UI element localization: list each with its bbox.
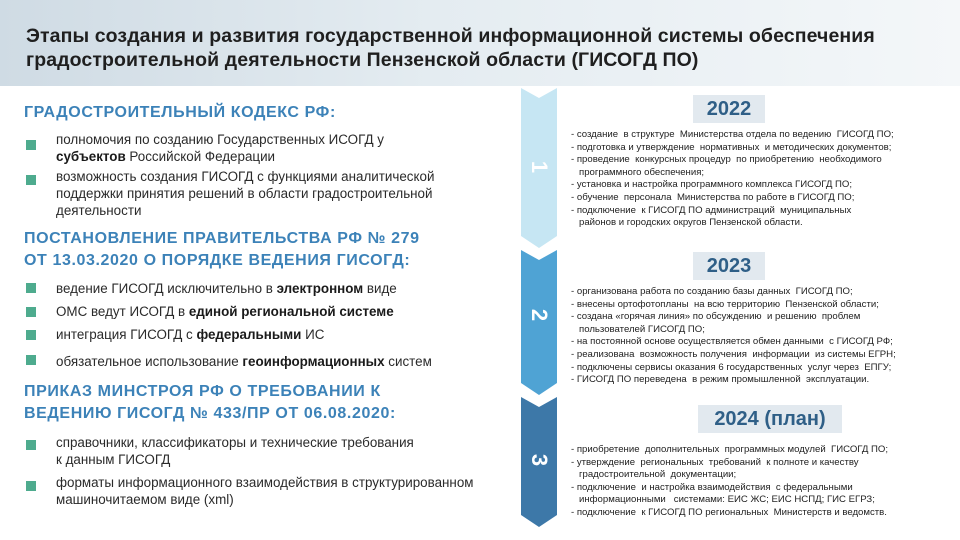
list-item: - реализована возможность получения информации из системы ЕГРН; xyxy=(571,348,896,360)
emphasis: электронном xyxy=(276,281,364,296)
list-item: - установка и настройка программного комплекса ГИСОГД ПО; xyxy=(571,179,853,191)
list-item: программного обеспечения; xyxy=(571,166,705,178)
heading-line: ПРИКАЗ МИНСТРОЯ РФ О ТРЕБОВАНИИ К xyxy=(24,383,381,400)
emphasis: единой региональной системе xyxy=(188,304,394,319)
list-item: - на постоянной основе осуществляется обмен данными с ГИСОГД РФ; xyxy=(571,336,893,348)
list-item xyxy=(56,131,496,165)
list-item-text: ОМС ведут ИСОГД в xyxy=(56,304,189,319)
list-item: градостроительной документации; xyxy=(571,469,737,481)
list-item-text: полномочия по созданию Государственных ИСОГД у xyxy=(56,132,384,147)
list-item-text: ИС xyxy=(301,327,325,342)
bullet-icon xyxy=(26,140,36,150)
step-number-3: 3 xyxy=(527,453,552,467)
step-number-2: 2 xyxy=(527,308,552,322)
bullet-icon xyxy=(26,330,36,340)
stage-2023-list xyxy=(571,286,956,387)
list-item: - приобретение дополнительных программных модулей ГИСОГД ПО; xyxy=(571,444,889,455)
page-title xyxy=(26,24,946,72)
title-line-1: Этапы создания и развития государственной информационной системы обеспечения xyxy=(26,25,875,47)
list-item-text: систем xyxy=(384,354,432,369)
year-badge-2023: 2023 xyxy=(693,252,765,280)
bullet-icon xyxy=(26,283,36,293)
list-item: - подключение к ГИСОГД ПО региональных Министерств и ведомств. xyxy=(571,506,887,518)
year-badge-2022: 2022 xyxy=(693,95,765,123)
list-item-text: обязательное использование xyxy=(56,354,243,369)
list-item-text: виде xyxy=(363,281,397,296)
header-banner xyxy=(0,0,960,86)
heading-line: ОТ 13.03.2020 О ПОРЯДКЕ ВЕДЕНИЯ ГИСОГД: xyxy=(24,252,411,269)
stage-2022-list xyxy=(571,129,956,230)
list-item-text: возможность создания ГИСОГД с функциями аналитической xyxy=(56,169,435,184)
heading-line: ВЕДЕНИЮ ГИСОГД № 433/ПР ОТ 06.08.2020: xyxy=(24,405,396,422)
list-item xyxy=(56,474,521,508)
list-item-text: интеграция ГИСОГД с xyxy=(56,327,197,342)
emphasis: геоинформационных xyxy=(242,354,385,369)
section-heading-postanovlenie xyxy=(24,228,420,272)
list-item-text: к данным ГИСОГД xyxy=(56,452,171,467)
list-item: - подготовка и утверждение нормативных и методических документов; xyxy=(571,141,892,153)
stage-2024-list xyxy=(571,444,956,520)
list-item-text: машиночитаемом виде (xml) xyxy=(56,492,234,507)
list-item: информационными системами: ЕИС ЖС; ЕИС НСПД; ГИС ЕГРЗ; xyxy=(571,494,875,506)
list-item: - утверждение региональных требований к полноте и качеству xyxy=(571,456,859,468)
list-item: - внесены ортофотопланы на всю территорию Пензенской области; xyxy=(571,298,879,310)
list-item-text: ведение ГИСОГД исключительно в xyxy=(56,281,277,296)
list-item xyxy=(56,303,394,320)
list-item: - ГИСОГД ПО переведена в режим промышленной эксплуатации. xyxy=(571,374,870,386)
emphasis: субъектов xyxy=(56,149,126,164)
list-item: пользователей ГИСОГД ПО; xyxy=(571,323,705,335)
bullet-icon xyxy=(26,175,36,185)
emphasis: федеральными xyxy=(196,327,302,342)
step-number-1: 1 xyxy=(527,160,552,174)
list-item: - подключены сервисы оказания 6 государственных услуг через ЕПГУ; xyxy=(571,361,892,373)
list-item: - обучение персонала Министерства по работе в ГИСОГД ПО; xyxy=(571,191,855,203)
list-item-text: Российской Федерации xyxy=(125,149,276,164)
list-item-text: справочники, классификаторы и технические требования xyxy=(56,435,414,450)
list-item xyxy=(56,168,496,219)
bullet-icon xyxy=(26,307,36,317)
list-item: - организована работа по созданию базы данных ГИСОГД ПО; xyxy=(571,286,853,297)
list-item-text: поддержки принятия решений в области градостроительной xyxy=(56,186,433,201)
list-item xyxy=(56,353,432,370)
heading-line: ПОСТАНОВЛЕНИЕ ПРАВИТЕЛЬСТВА РФ № 279 xyxy=(24,230,420,247)
bullet-icon xyxy=(26,481,36,491)
bullet-icon xyxy=(26,355,36,365)
list-item xyxy=(56,434,516,468)
section-heading-prikaz xyxy=(24,381,396,425)
bullet-icon xyxy=(26,440,36,450)
list-item: - подключение и настройка взаимодействия с федеральными xyxy=(571,481,853,493)
list-item: районов и городских округов Пензенской области. xyxy=(571,217,803,229)
list-item: - подключение к ГИСОГД ПО администраций муниципальных xyxy=(571,204,852,216)
section-heading-grk: ГРАДОСТРОИТЕЛЬНЫЙ КОДЕКС РФ: xyxy=(24,104,336,121)
list-item-text: деятельности xyxy=(56,203,142,218)
title-line-2: градостроительной деятельности Пензенской области (ГИСОГД ПО) xyxy=(26,49,699,71)
list-item-text xyxy=(56,148,496,165)
year-badge-2024: 2024 (план) xyxy=(698,405,842,433)
list-item: - проведение конкурсных процедур по приобретению необходимого xyxy=(571,154,882,166)
list-item: - создание в структуре Министерства отдела по ведению ГИСОГД ПО; xyxy=(571,129,894,140)
list-item: - создана «горячая линия» по обсуждению и решению проблем xyxy=(571,311,861,323)
list-item-text: форматы информационного взаимодействия в структурированном xyxy=(56,475,474,490)
list-item xyxy=(56,280,397,297)
list-item xyxy=(56,326,324,343)
